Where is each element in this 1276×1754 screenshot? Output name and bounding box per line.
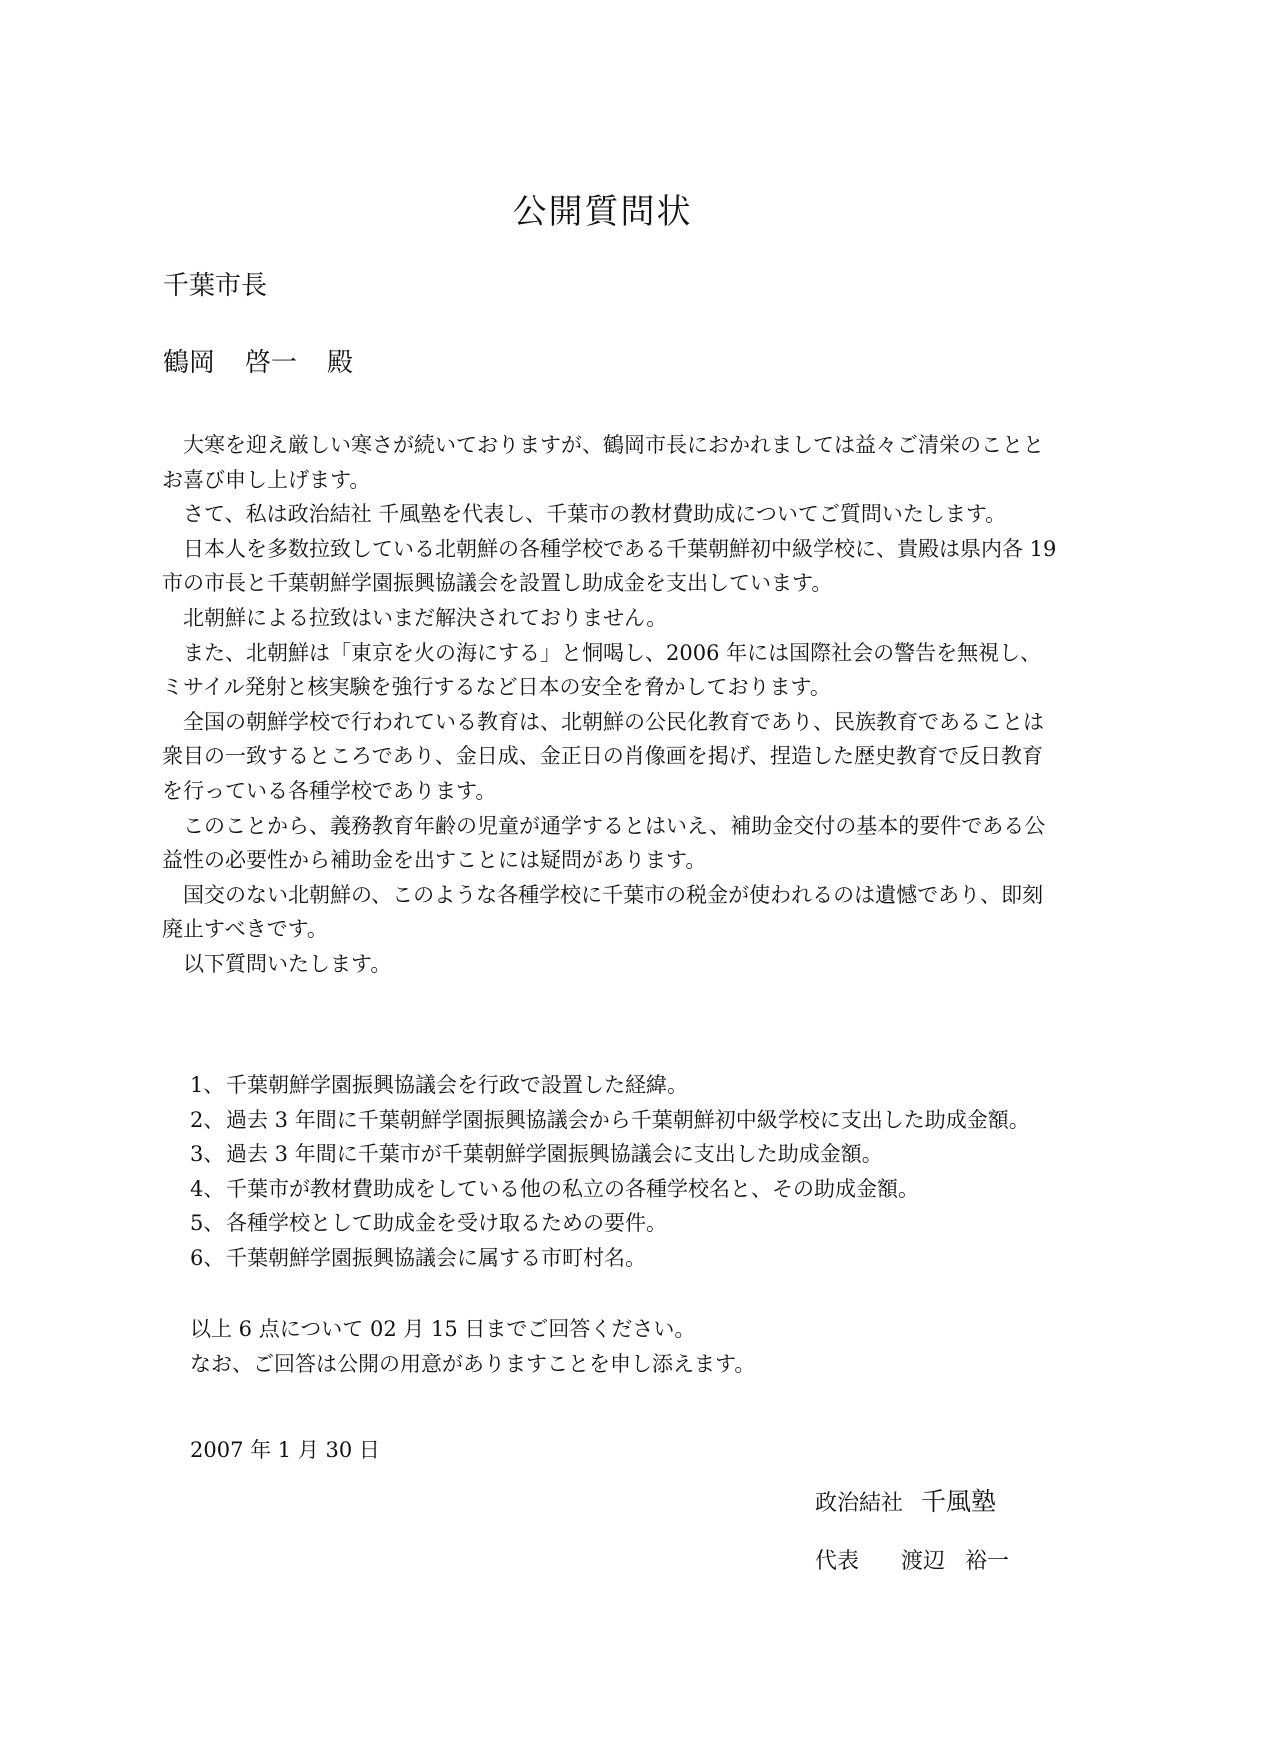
paragraph: 北朝鮮による拉致はいまだ解決されておりません。	[183, 605, 668, 630]
paragraph: 全国の朝鮮学校で行われている教育は、北朝鮮の公民化教育であり、民族教育であることは衆目の一致するところであり、金日成、金正日の肖像画を掲げ、捏造した歴史教育で反日教育を行っている各種学校であります。	[162, 709, 1044, 803]
addressee-city: 千葉市長	[163, 271, 268, 301]
paragraph: 日本人を多数拉致している北朝鮮の各種学校である千葉朝鮮初中級学校に、貴殿は県内各 19 市の市長と千葉朝鮮学園振興協議会を設置し助成金を支出しています。	[162, 536, 1057, 596]
question-text: 千葉市が教材費助成をしている他の私立の各種学校名と、その助成金額。	[226, 1176, 919, 1201]
paragraph: 以下質問いたします。	[183, 951, 392, 976]
addressee-honorific: 殿	[327, 348, 354, 378]
document-title: 公開質問状	[512, 192, 693, 232]
addressee-name	[163, 345, 353, 381]
closing-text	[190, 1312, 1070, 1381]
question-number: 6、	[190, 1245, 225, 1270]
question-item	[190, 1068, 1070, 1103]
question-item	[190, 1206, 1070, 1241]
paragraph: 大寒を迎え厳しい寒さが続いておりますが、鶴岡市長におかれましては益々ご清栄のこととお喜び申し上げます。	[162, 433, 1044, 492]
question-text: 千葉朝鮮学園振興協議会を行政で設置した経緯。	[226, 1073, 688, 1097]
question-number: 3、	[190, 1142, 225, 1167]
question-text: 各種学校として助成金を受け取るための要件。	[226, 1211, 667, 1236]
question-list	[190, 1068, 1070, 1276]
question-item	[190, 1172, 1070, 1207]
question-number: 4、	[190, 1176, 225, 1201]
closing-line: 以上 6 点について 02 月 15 日までご回答ください。	[190, 1317, 696, 1341]
paragraph: このことから、義務教育年齢の児童が通学するとはいえ、補助金交付の基本的要件である公益性の必要性から補助金を出すことには疑問があります。	[162, 813, 1046, 873]
question-number: 5、	[190, 1211, 225, 1236]
signature-organization	[815, 1485, 996, 1521]
question-item	[190, 1241, 1070, 1276]
letter-date: 2007 年 1 月 30 日	[190, 1438, 380, 1462]
org-type: 政治結社	[815, 1491, 904, 1516]
question-number: 2、	[190, 1107, 225, 1132]
signature-representative	[815, 1545, 1009, 1579]
letter-body	[162, 428, 1062, 982]
rep-role: 代表	[815, 1549, 860, 1574]
rep-surname: 渡辺	[901, 1549, 946, 1574]
question-item	[190, 1137, 1070, 1172]
addressee-given-name: 啓一	[245, 348, 298, 378]
addressee-surname: 鶴岡	[163, 348, 216, 378]
question-text: 過去 3 年間に千葉市が千葉朝鮮学園振興協議会に支出した助成金額。	[226, 1142, 883, 1167]
question-item	[190, 1103, 1070, 1138]
question-text: 千葉朝鮮学園振興協議会に属する市町村名。	[226, 1245, 646, 1270]
paragraph: 国交のない北朝鮮の、このような各種学校に千葉市の税金が使われるのは遺憾であり、即刻廃止すべきです。	[162, 882, 1044, 942]
closing-line: なお、ご回答は公開の用意がありますことを申し添えます。	[190, 1351, 756, 1376]
org-name: 千風塾	[921, 1487, 997, 1516]
rep-given-name: 裕一	[965, 1549, 1010, 1574]
question-number: 1、	[190, 1073, 225, 1097]
paragraph: さて、私は政治結社 千風塾を代表し、千葉市の教材費助成についてご質問いたします。	[183, 502, 1007, 527]
paragraph: また、北朝鮮は「東京を火の海にする」と恫喝し、2006 年には国際社会の警告を無視し、ミサイル発射と核実験を強行するなど日本の安全を脅かしております。	[162, 640, 1042, 700]
question-text: 過去 3 年間に千葉朝鮮学園振興協議会から千葉朝鮮初中級学校に支出した助成金額。	[226, 1107, 1030, 1132]
